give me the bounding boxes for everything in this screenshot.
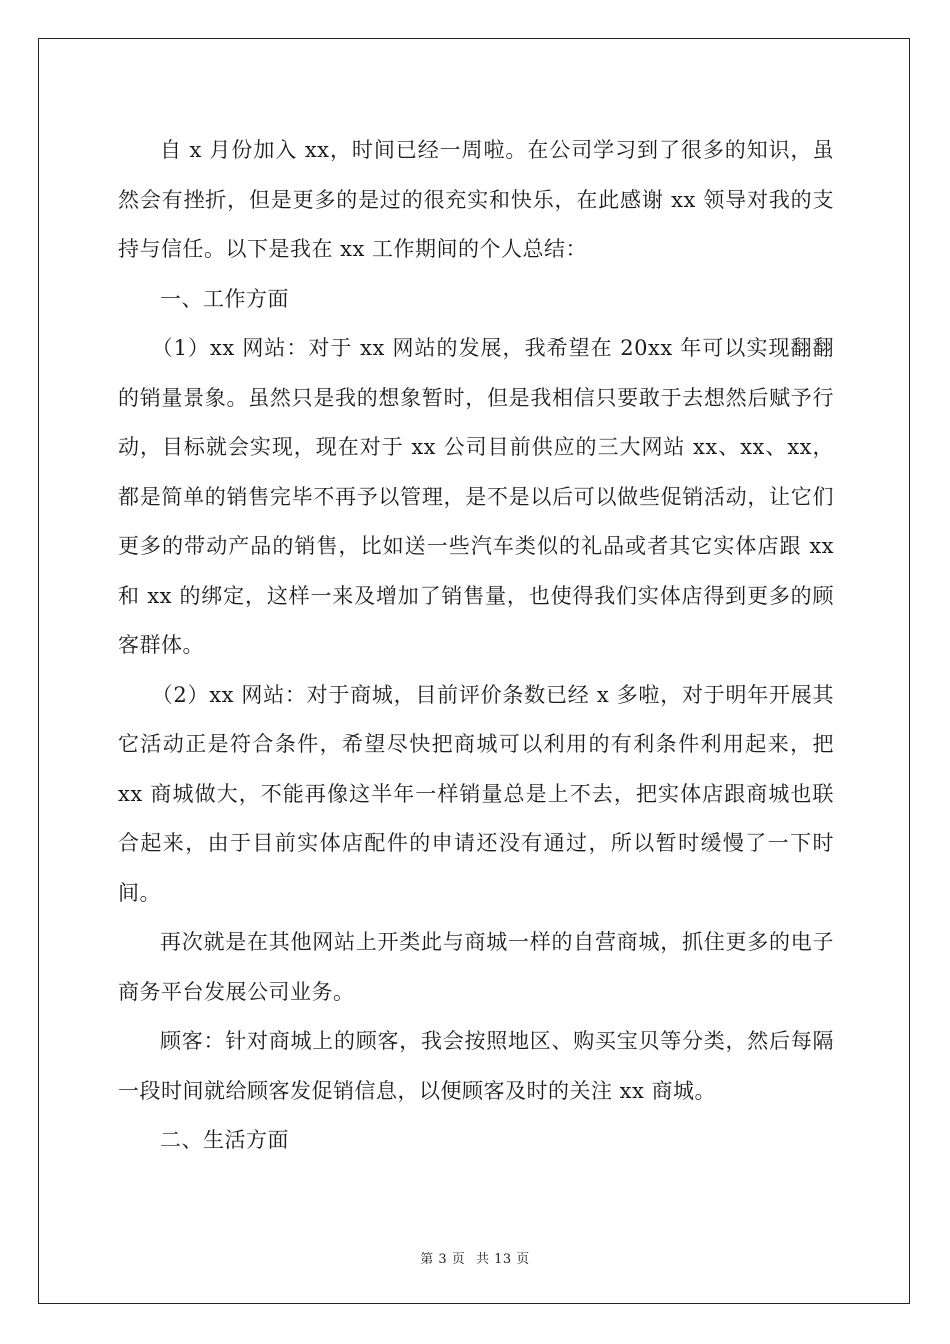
customer-paragraph: 顾客：针对商城上的顾客，我会按照地区、购买宝贝等分类，然后每隔一段时间就给顾客发促销信息，以便顾客及时的关注 xx 商城。 [118,1029,834,1103]
page-total: 共 13 页 [475,1252,530,1267]
section-heading-life: 二、生活方面 [160,1128,289,1152]
work-item-2-paragraph: （2）xx 网站：对于商城，目前评价条数已经 x 多啦，对于明年开展其它活动正是符合条件，希望尽快把商城可以利用的有利条件利用起来，把 xx 商城做大，不能再像这半年一样销量总是上不去，把实体店跟商城也联合起来，由于目前实体店配件的申请还没有通过，所以暂时缓慢了一下时间。 [118,682,834,905]
intro-paragraph: 自 x 月份加入 xx，时间已经一周啦。在公司学习到了很多的知识，虽然会有挫折，但是更多的是过的很充实和快乐，在此感谢 xx 领导对我的支持与信任。以下是我在 xx 工作期间的个人总结： [118,138,834,261]
page-footer [0,1248,950,1267]
self-operated-mall-paragraph: 再次就是在其他网站上开类此与商城一样的自营商城，抓住更多的电子商务平台发展公司业务。 [118,930,834,1004]
page-number: 第 3 页 [420,1252,466,1267]
work-item-1-paragraph: （1）xx 网站：对于 xx 网站的发展，我希望在 20xx 年可以实现翻翻的销量景象。虽然只是我的想象暂时，但是我相信只要敢于去想然后赋予行动，目标就会实现，现在对于 xx 公司目前供应的三大网站 xx、xx、xx，都是简单的销售完毕不再予以管理，是不是以后可以做些促销活动，让它们更多的带动产品的销售，比如送一些汽车类似的礼品或者其它实体店跟 xx 和 xx 的绑定，这样一来及增加了销售量，也使得我们实体店得到更多的顾客群体。 [118,336,834,657]
section-heading-work: 一、工作方面 [160,286,289,311]
document-body [118,126,834,1166]
